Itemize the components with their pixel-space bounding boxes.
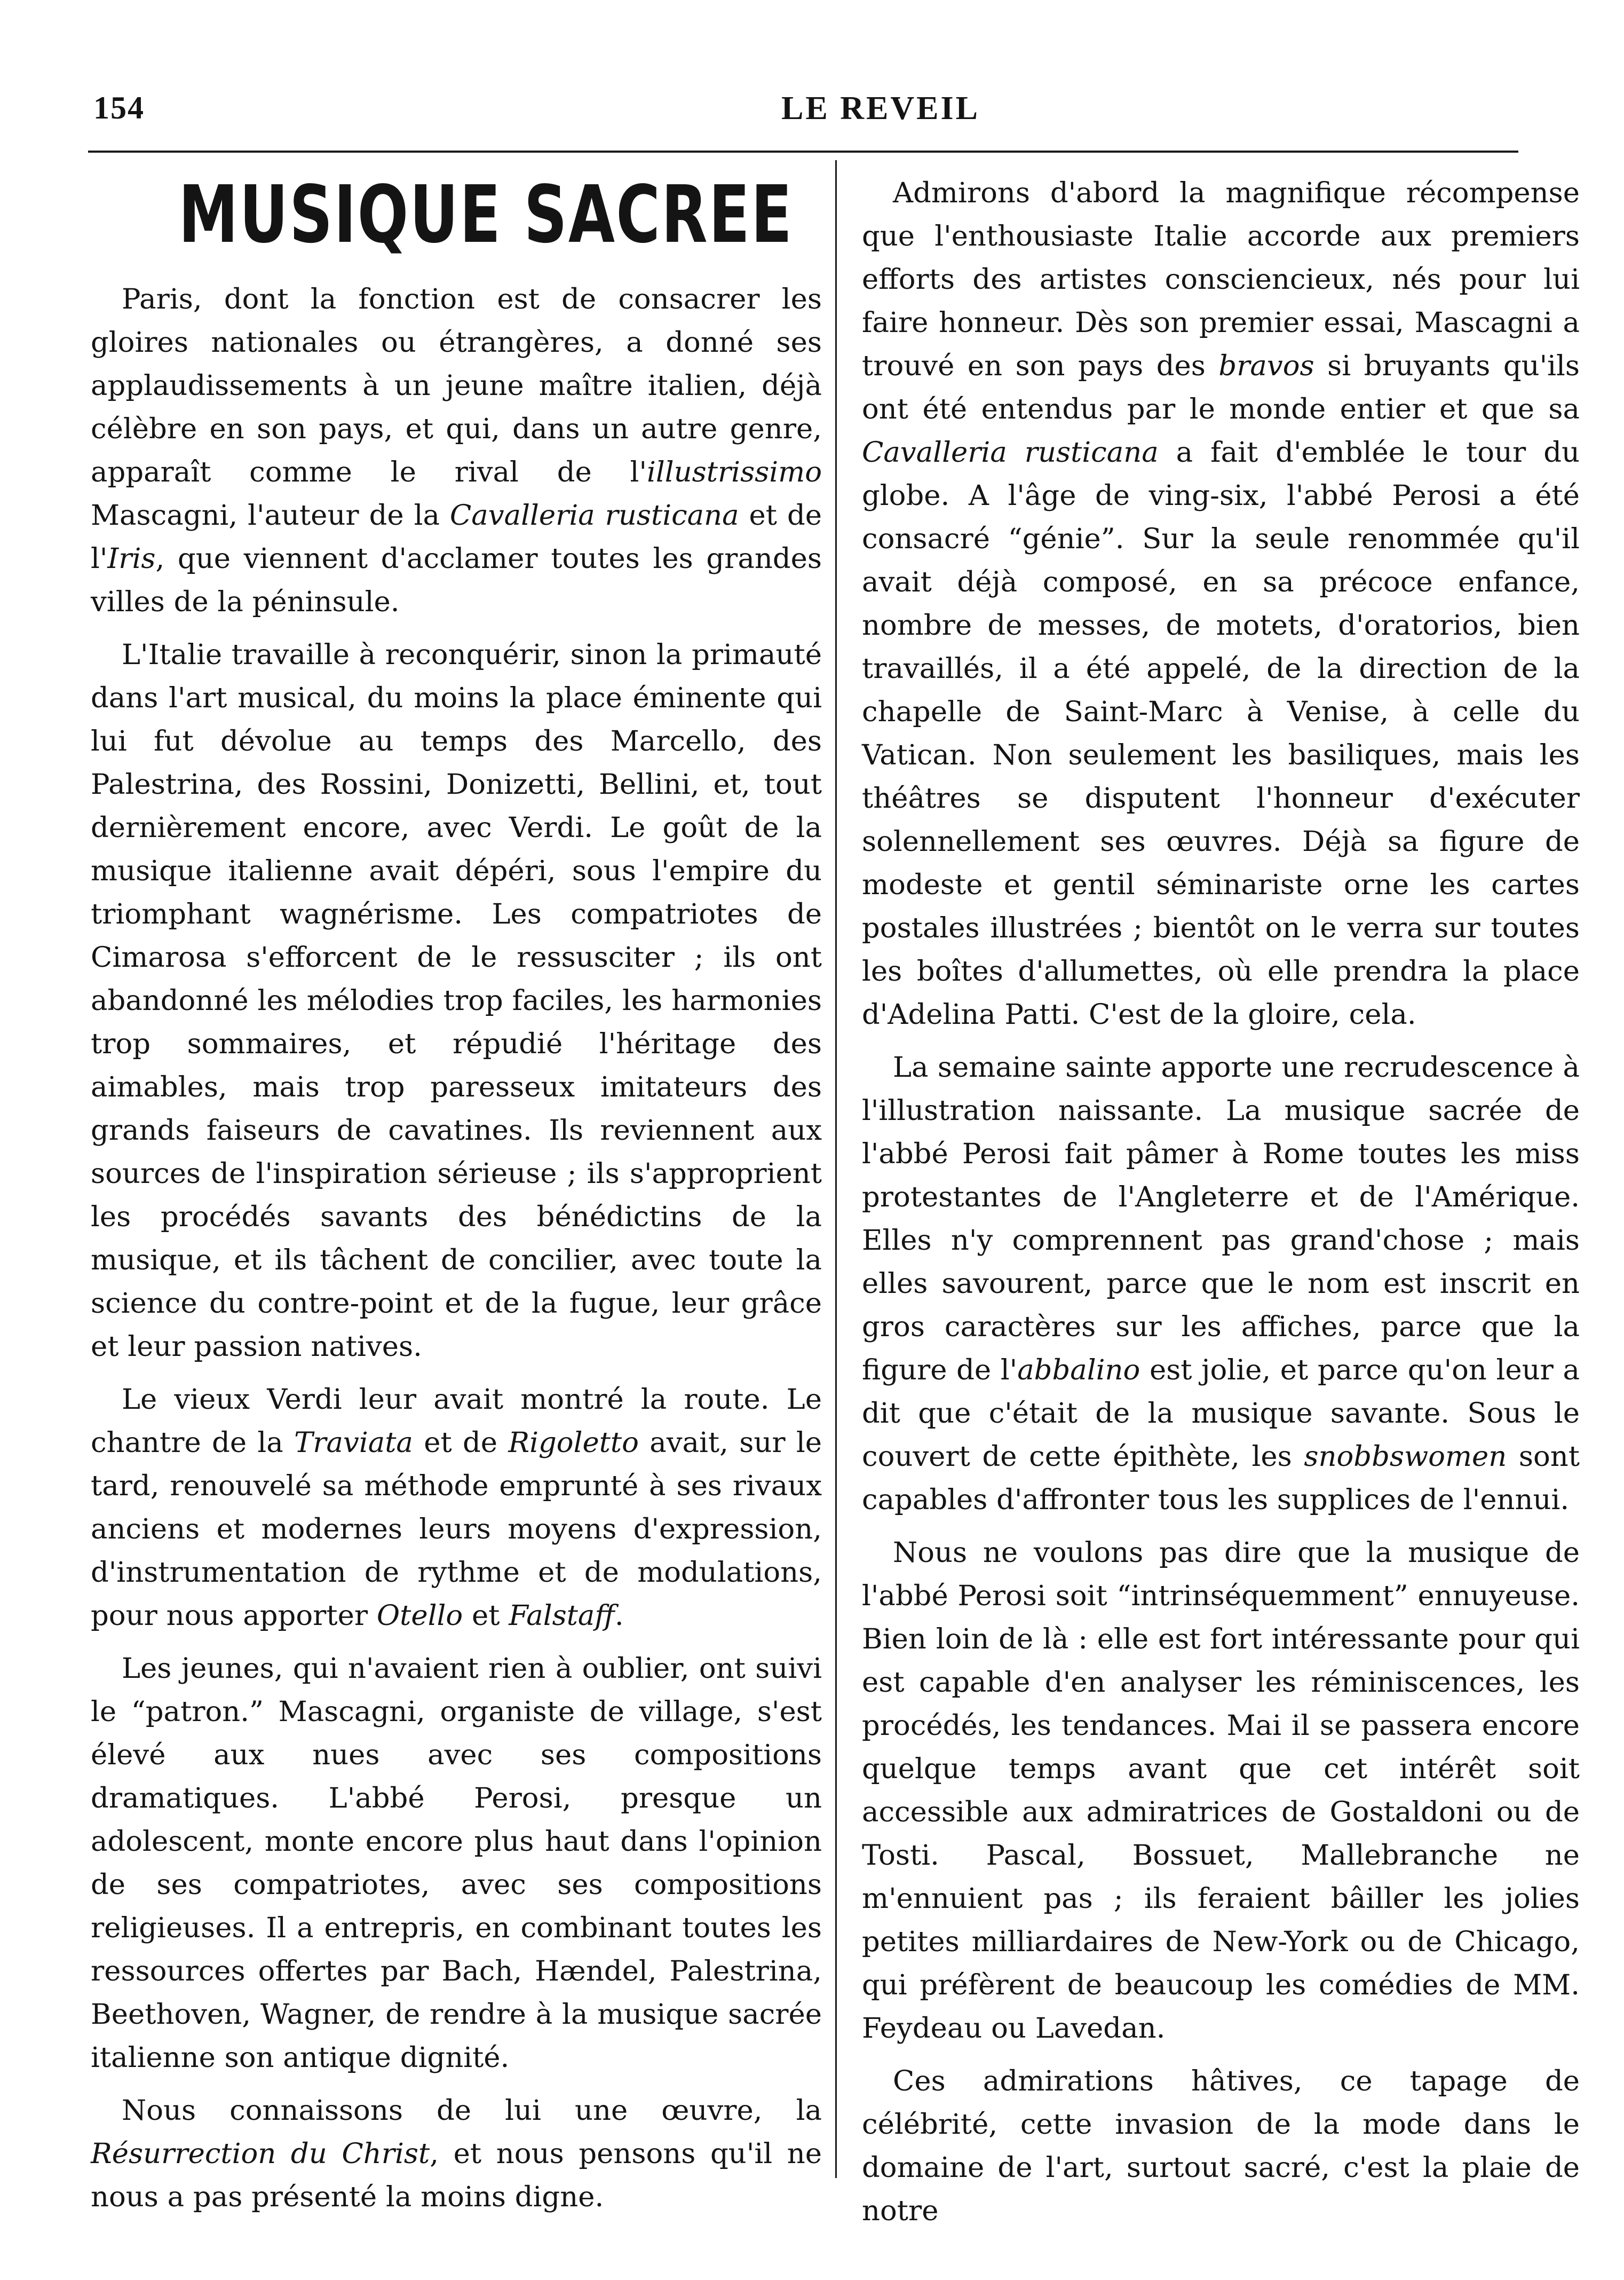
- text-run: Paris, dont la fonction est de consacrer les gloires nationales ou étrangères, a donné ses applaudissements à un jeune maître italien, déjà célèbre en son pays, et qui, dans un autre genre, apparaît comme le rival de l': [91, 283, 822, 488]
- text-run: Admirons d'abord la magnifique récompense que l'enthousiaste Italie accorde aux premiers efforts des artistes consciencieux, nés pour lui faire honneur. Dès son premier essai, Mascagni a trouvé en son pays des: [862, 177, 1580, 382]
- text-run: a fait d'emblée le tour du globe. A l'âge de ving-six, l'abbé Perosi a été consacré “génie”. Sur la seule renommée qu'il avait déjà composé, en sa précoce enfance, nombre de messes, de motets, d'oratorios, bien travaillés, il a été appelé, de la direction de la chapelle de Saint-Marc à Venise, à celle du Vatican. Non seulement les basiliques, mais les théâtres se disputent l'honneur d'exécuter solennellement ses œuvres. Déjà sa figure de modeste et gentil séminariste orne les cartes postales illustrées ; bientôt on le verra sur toutes les boîtes d'allumettes, où elle prendra la place d'Adelina Patti. C'est de la gloire, cela.: [862, 436, 1580, 1031]
- paragraph: [91, 1378, 822, 1637]
- paragraph: [91, 278, 822, 624]
- italic-run: Iris: [107, 542, 156, 575]
- text-run: Le vieux Verdi leur avait montré la route. Le chantre de la: [91, 1383, 822, 1459]
- header-rule: [88, 151, 1518, 153]
- paragraph: [91, 2089, 822, 2219]
- page-number: 154: [93, 90, 145, 125]
- paragraph: Nous ne voulons pas dire que la musique de l'abbé Perosi soit “intrinséquemment” ennuyeuse. Bien loin de là : elle est fort intéressante pour qui est capable d'en analyser les réminiscences, les procédés, les tendances. Mai il se passera encore quelque temps avant que cet intérêt soit accessible aux admiratrices de Gostaldoni ou de Tosti. Pascal, Bossuet, Mallebranche ne m'ennuient pas ; ils feraient bâiller les jolies petites milliardaires de New-York ou de Chicago, qui préfèrent de beaucoup les comédies de MM. Feydeau ou Lavedan.: [862, 1536, 1580, 2045]
- left-column: [91, 170, 822, 2228]
- italic-run: Cavalleria rusticana: [862, 436, 1159, 469]
- paragraph: [862, 171, 1580, 1036]
- text-run: et de l': [91, 499, 822, 575]
- italic-run: bravos: [1218, 350, 1314, 382]
- text-run: avait, sur le tard, renouvelé sa méthode emprunté à ses rivaux anciens et modernes leurs moyens d'expression, d'instrumentation de rythme et de modulations, pour nous apporter: [91, 1426, 822, 1632]
- text-run: et: [463, 1599, 509, 1632]
- text-run: et de: [413, 1426, 509, 1459]
- text-run: si bruyants qu'ils ont été entendus par le monde entier et que sa: [862, 350, 1580, 425]
- text-run: sont capables d'affronter tous les supplices de l'ennui.: [862, 1440, 1580, 1516]
- paragraph: L'Italie travaille à reconquérir, sinon la primauté dans l'art musical, du moins la place éminente qui lui fut dévolue au temps des Marcello, des Palestrina, des Rossini, Donizetti, Bellini, et, tout dernièrement encore, avec Verdi. Le goût de la musique italienne avait dépéri, sous l'empire du triomphant wagnérisme. Les compatriotes de Cimarosa s'efforcent de le ressusciter ; ils ont abandonné les mélodies trop faciles, les harmonies trop sommaires, et répudié l'héritage des aimables, mais trop paresseux imitateurs des grands faiseurs de cavatines. Ils reviennent aux sources de l'inspiration sérieuse ; ils s'approprient les procédés savants des bénédictins de la musique, et ils tâchent de concilier, avec toute la science du contre-point et de la fugue, leur grâce et leur passion natives.: [91, 638, 822, 1363]
- italic-run: snobbswomen: [1304, 1440, 1507, 1473]
- text-run: Mascagni, l'auteur de la: [91, 499, 450, 532]
- text-run: , que viennent d'acclamer toutes les grandes villes de la péninsule.: [91, 542, 822, 618]
- italic-run: Otello: [376, 1599, 463, 1632]
- italic-run: Résurrection du Christ: [91, 2137, 430, 2170]
- right-column: [862, 171, 1580, 2242]
- text-run: .: [614, 1599, 624, 1632]
- text-run: La semaine sainte apporte une recrudescence à l'illustration naissante. La musique sacrée de l'abbé Perosi fait pâmer à Rome toutes les miss protestantes de l'Angleterre et de l'Amérique. Elles n'y comprennent pas grand'chose ; mais elles savourent, parce que le nom est inscrit en gros caractères sur les affiches, parce que la figure de l': [862, 1051, 1580, 1386]
- paragraph: [862, 1046, 1580, 1521]
- italic-run: Falstaff: [509, 1599, 615, 1632]
- italic-run: Rigoletto: [508, 1426, 639, 1459]
- italic-run: illustrissimo: [646, 456, 822, 488]
- paragraph: Les jeunes, qui n'avaient rien à oublier, ont suivi le “patron.” Mascagni, organiste de village, s'est élevé aux nues avec ses compositions dramatiques. L'abbé Perosi, presque un adolescent, monte encore plus haut dans l'opinion de ses compatriotes, avec ses compositions religieuses. Il a entrepris, en combinant toutes les ressources offertes par Bach, Hændel, Palestrina, Beethoven, Wagner, de rendre à la musique sacrée italienne son antique dignité.: [91, 1652, 822, 2074]
- italic-run: abbalino: [1017, 1354, 1140, 1386]
- column-divider: [835, 160, 837, 2178]
- text-run: est jolie, et parce qu'on leur a dit que c'était de la musique savante. Sous le couvert de cette épithète, les: [862, 1354, 1580, 1473]
- text-run: Nous connaissons de lui une œuvre, la: [122, 2094, 822, 2127]
- italic-run: Cavalleria rusticana: [449, 499, 739, 532]
- text-run: , et nous pensons qu'il ne nous a pas présenté la moins digne.: [91, 2137, 822, 2213]
- paragraph: Ces admirations hâtives, ce tapage de célébrité, cette invasion de la mode dans le domaine de l'art, surtout sacré, c'est la plaie de notre: [862, 2065, 1580, 2227]
- italic-run: Traviata: [294, 1426, 413, 1459]
- article-title: MUSIQUE SACREE: [178, 169, 794, 261]
- running-head: LE REVEIL: [781, 90, 980, 127]
